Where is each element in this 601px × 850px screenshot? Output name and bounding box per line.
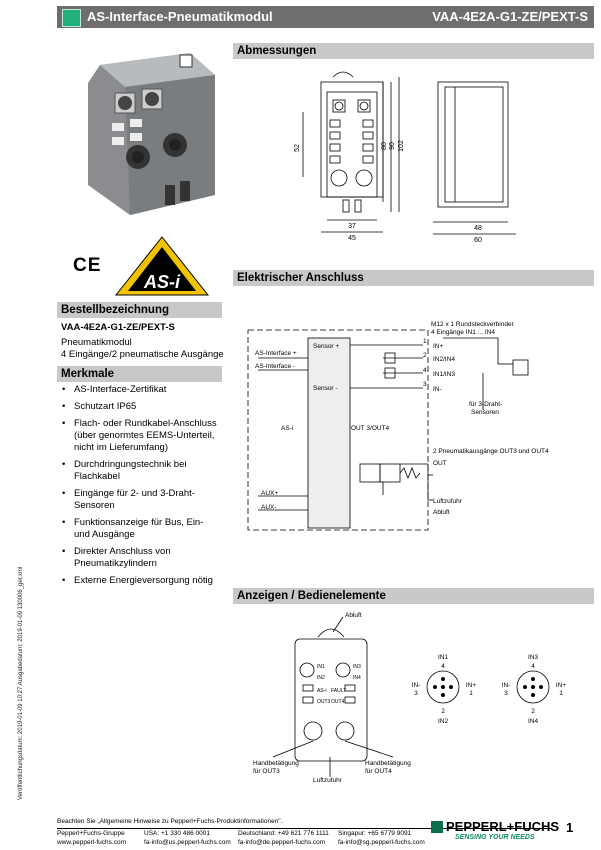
pin-3: 3 bbox=[423, 381, 427, 388]
feature-item: • Externe Energieversorgung nötig bbox=[60, 575, 220, 587]
c2-right: IN+ bbox=[555, 682, 567, 689]
indicators-heading: Anzeigen / Bedienelemente bbox=[233, 588, 594, 604]
led-label: OUT4 bbox=[331, 699, 345, 705]
c1-right-n: 1 bbox=[469, 690, 473, 697]
features-heading: Merkmale bbox=[57, 366, 222, 382]
indicator-drawing bbox=[233, 607, 594, 787]
sensor-minus-label: Sensor - bbox=[313, 385, 338, 392]
wiring-diagram bbox=[233, 290, 594, 540]
order-model: VAA-4E2A-G1-ZE/PEXT-S bbox=[61, 322, 175, 333]
publication-info: Veröffentlichungsdatum: 2019-01-09 10:27 Ausgabedatum: 2019-01-09 130006_ger.xml bbox=[18, 566, 24, 800]
c2-bottom: IN4 bbox=[527, 718, 539, 725]
dimension-drawing bbox=[233, 62, 594, 247]
aux-plus-label: AUX+ bbox=[261, 490, 279, 497]
c1-top: IN1 bbox=[437, 654, 449, 661]
asi-label: AS-i bbox=[281, 425, 294, 432]
c2-left: IN- bbox=[501, 682, 511, 689]
feature-item: • Eingänge für 2- und 3-Draht-Sensoren bbox=[60, 488, 220, 512]
c1-left-n: 3 bbox=[414, 690, 418, 697]
dim-90: 90 bbox=[389, 142, 396, 150]
out34-label: OUT 3/OUT4 bbox=[351, 425, 390, 432]
brand-slogan: SENSING YOUR NEEDS bbox=[455, 834, 535, 841]
manual3-label-a: Handbetätigung bbox=[253, 760, 299, 767]
c2-n2: 2 bbox=[531, 708, 535, 715]
footer-web[interactable]: www.pepperl-fuchs.com bbox=[57, 839, 126, 846]
dim-102: 102 bbox=[398, 140, 405, 152]
feature-item: • Schutzart IP65 bbox=[60, 401, 220, 413]
electrical-heading: Elektrischer Anschluss bbox=[233, 270, 594, 286]
c1-bottom: IN2 bbox=[437, 718, 449, 725]
led-label: AS-i bbox=[317, 688, 327, 694]
led-label: FAULT bbox=[331, 688, 347, 694]
in-minus-label: IN- bbox=[433, 386, 442, 393]
led-label: IN2 bbox=[317, 675, 325, 681]
three-wire-label: für 3-Draht- bbox=[469, 401, 503, 408]
c2-n4: 4 bbox=[531, 663, 535, 670]
led-label: IN4 bbox=[353, 675, 361, 681]
header-color-tab bbox=[62, 9, 81, 27]
dimensions-heading: Abmessungen bbox=[233, 43, 594, 59]
dim-48: 48 bbox=[474, 225, 482, 232]
manual3-label-b: für OUT3 bbox=[253, 768, 280, 775]
in13-label: IN1/IN3 bbox=[433, 371, 456, 378]
features-list bbox=[60, 384, 220, 592]
page-header bbox=[57, 6, 594, 28]
led-label: IN1 bbox=[317, 664, 325, 670]
c1-n2: 2 bbox=[441, 708, 445, 715]
sensor-plus-label: Sensor + bbox=[313, 343, 340, 350]
supply-label: Luftzufuhr bbox=[433, 498, 462, 505]
c2-left-n: 3 bbox=[504, 690, 508, 697]
footer-de: Deutschland: +49 621 776 1111 bbox=[238, 830, 329, 837]
pin-1: 1 bbox=[423, 338, 427, 345]
asi-minus-label: AS-Interface - bbox=[255, 363, 296, 370]
manual4-label-b: für OUT4 bbox=[365, 768, 392, 775]
pin-2: 2 bbox=[423, 352, 427, 359]
dim-37: 37 bbox=[348, 223, 356, 230]
pneu-out-label: 2 Pneumatikausgänge OUT3 und OUT4 bbox=[433, 448, 549, 455]
pf-logo-icon bbox=[431, 821, 443, 833]
ce-mark: CE bbox=[73, 255, 102, 276]
feature-item: • Direkter Anschluss von Pneumatikzylindern bbox=[60, 546, 220, 570]
footer-de-mail[interactable]: fa-info@de.pepperl-fuchs.com bbox=[238, 839, 326, 846]
c2-top: IN3 bbox=[527, 654, 539, 661]
exhaust-label: Abluft bbox=[433, 509, 450, 516]
aux-minus-label: AUX- bbox=[261, 504, 277, 511]
footer-note: Beachten Sie „Allgemeine Hinweise zu Pepperl+Fuchs-Produktinformationen". bbox=[57, 818, 283, 825]
asi-logo bbox=[112, 233, 212, 297]
order-desc-1: Pneumatikmodul bbox=[61, 337, 132, 348]
in24-label: IN2/IN4 bbox=[433, 356, 456, 363]
order-heading: Bestellbezeichnung bbox=[57, 302, 222, 318]
led-label: IN3 bbox=[353, 664, 361, 670]
asi-logo-text: AS-i bbox=[144, 272, 180, 292]
m12-label: M12 x 1 Rundsteckverbinder bbox=[431, 321, 514, 328]
dim-60: 60 bbox=[474, 237, 482, 244]
dim-52: 52 bbox=[294, 144, 301, 152]
footer-sg-mail[interactable]: fa-info@sg.pepperl-fuchs.com bbox=[338, 839, 425, 846]
c1-n4: 4 bbox=[441, 663, 445, 670]
page-number: 1 bbox=[566, 820, 574, 835]
inputs-label: 4 Eingänge IN1 ... IN4 bbox=[431, 329, 495, 336]
feature-item: • Durchdringungstechnik bei Flachkabel bbox=[60, 459, 220, 483]
manual4-label-a: Handbetätigung bbox=[365, 760, 411, 767]
feature-item: • Flach- oder Rundkabel-Anschluss (über genormtes EEMS-Unterteil, nicht im Lieferumfang) bbox=[60, 418, 220, 454]
feature-item: • Funktionsanzeige für Bus, Ein- und Ausgänge bbox=[60, 517, 220, 541]
in-plus-label: IN+ bbox=[433, 343, 444, 350]
abluft-label: Abluft bbox=[345, 612, 362, 619]
sensors-label: Sensoren bbox=[471, 409, 499, 416]
footer-group: Pepperl+Fuchs-Gruppe bbox=[57, 830, 125, 837]
dim-80: 80 bbox=[381, 142, 388, 150]
c1-right: IN+ bbox=[465, 682, 477, 689]
footer-usa: USA: +1 330 486 0001 bbox=[144, 830, 210, 837]
feature-item: • AS-Interface-Zertifikat bbox=[60, 384, 220, 396]
product-photo bbox=[70, 45, 230, 225]
luftzufuhr-label: Luftzufuhr bbox=[313, 777, 342, 784]
footer-usa-mail[interactable]: fa-info@us.pepperl-fuchs.com bbox=[144, 839, 231, 846]
led-label: OUT3 bbox=[317, 699, 331, 705]
order-desc-2: 4 Eingänge/2 pneumatische Ausgänge bbox=[61, 349, 224, 360]
brand-name: PEPPERL+FUCHS bbox=[446, 819, 560, 834]
out-label: OUT bbox=[433, 460, 447, 467]
pin-4: 4 bbox=[423, 367, 427, 374]
c2-right-n: 1 bbox=[559, 690, 563, 697]
page-title: AS-Interface-Pneumatikmodul bbox=[87, 9, 273, 24]
header-model: VAA-4E2A-G1-ZE/PEXT-S bbox=[432, 9, 588, 24]
dim-45: 45 bbox=[348, 235, 356, 242]
footer-sg: Singapur: +65 6779 9091 bbox=[338, 830, 412, 837]
asi-plus-label: AS-Interface + bbox=[255, 350, 297, 357]
c1-left: IN- bbox=[411, 682, 421, 689]
